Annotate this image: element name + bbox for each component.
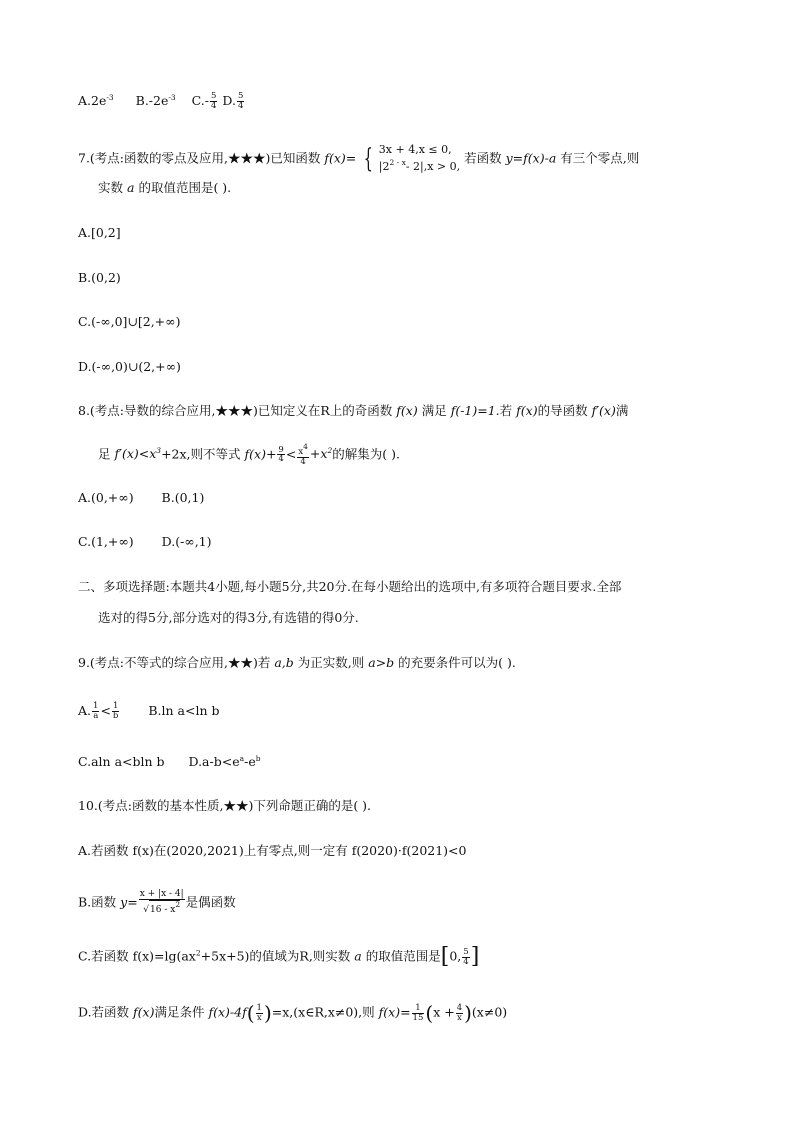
q8-option-d: D.(-∞,1) [161, 534, 212, 549]
q8-option-a: A.(0,+∞) [78, 490, 134, 505]
section2-heading-line1: 二、多项选择题:本题共4小题,每小题5分,共20分.在每小题给出的选项中,有多项符合题目要求.全部 [78, 579, 622, 594]
q6-option-c: C.- $\frac{5}{4}$ [191, 91, 217, 111]
q10-option-a: A.若函数 f(x)在(2020,2021)上有零点,则一定有 f(2020)·f(2021)<0 [78, 843, 467, 858]
q7-option-b: B.(0,2) [78, 270, 121, 285]
q10-option-b: B.函数 y= $\frac{x + |x - 4|}{√16 - x^2}$ 是偶函数 [78, 889, 236, 916]
q10-option-d: D.若函数 f(x)满足条件 f(x)-4f( $\frac{1}{x}$ )=x,(x∈R,x≠0),则 f(x)= $\frac{1}{15}$ (x + $\frac{4}{x}$ )(x≠0) [78, 1001, 508, 1025]
q9-option-c: C.aln a<bln b [78, 754, 165, 769]
q7-stem-line2: 实数 a 的取值范围是( ). [98, 180, 232, 195]
q8-stem-line1: 8.(考点:导数的综合应用,★★★)已知定义在R上的奇函数 f(x) 满足 f(-1)=1.若 f(x)的导函数 f′(x)满 [78, 403, 629, 418]
q6-option-b: $B.-2e^{-3}$ [135, 92, 176, 108]
q6-options-row [78, 92, 245, 111]
section2-heading-line2: 选对的得5分,部分选对的得3分,有选错的得0分. [98, 610, 359, 625]
q7-piecewise: { 3x + 4,x ≤ 0, |2$^{2 - x}$- 2|,x > 0, [363, 143, 461, 174]
q9-option-d: $D.a-b<e^a-e^b$ [188, 754, 261, 769]
q10-stem: 10.(考点:函数的基本性质,★★)下列命题正确的是( ). [78, 798, 372, 813]
q8-options-row1 [78, 492, 204, 505]
q8-option-c: C.(1,+∞) [78, 534, 134, 549]
q6-option-a: $A.2e^{-3}$ [78, 92, 114, 108]
q6-option-d: D. $\frac{5}{4}$ [222, 91, 244, 111]
q7-option-a: A.[0,2] [78, 225, 121, 240]
q8-stem-line2: 足 $f'(x)<x^3+2x$,则不等式 f(x)+ $\frac{9}{4}$ < $\frac{x^4}{4}$ $+x^2$的解集为( ). [98, 442, 400, 467]
q8-options-row2 [78, 536, 212, 549]
q9-option-b: B.ln a<ln b [148, 702, 220, 718]
q9-options-row1 [78, 702, 219, 721]
q7-option-d: D.(-∞,0)∪(2,+∞) [78, 359, 181, 374]
q10-option-c: C.若函数 $f(x)=\lg(ax^2+5x+5)$的值域为R,则实数 a 的取值范围是[0, $\frac{5}{4}$ ] [78, 944, 480, 969]
q7-option-c: C.(-∞,0]∪[2,+∞) [78, 314, 181, 329]
q9-option-a: A. $\frac{1}{a}$ < $\frac{1}{b}$ [78, 701, 119, 721]
q9-options-row2 [78, 755, 261, 769]
q7-stem-line1: 7.(考点:函数的零点及应用,★★★)已知函数 f(x)= { 3x + 4,x ≤ 0, |2$^{2 - x}$- 2|,x > 0, 若函数 y=f(x)-a 有三个零点,则 [78, 143, 640, 174]
q8-option-b: B.(0,1) [161, 490, 205, 505]
q9-stem: 9.(考点:不等式的综合应用,★★)若 a,b 为正实数,则 a>b 的充要条件可以为( ). [78, 655, 516, 670]
